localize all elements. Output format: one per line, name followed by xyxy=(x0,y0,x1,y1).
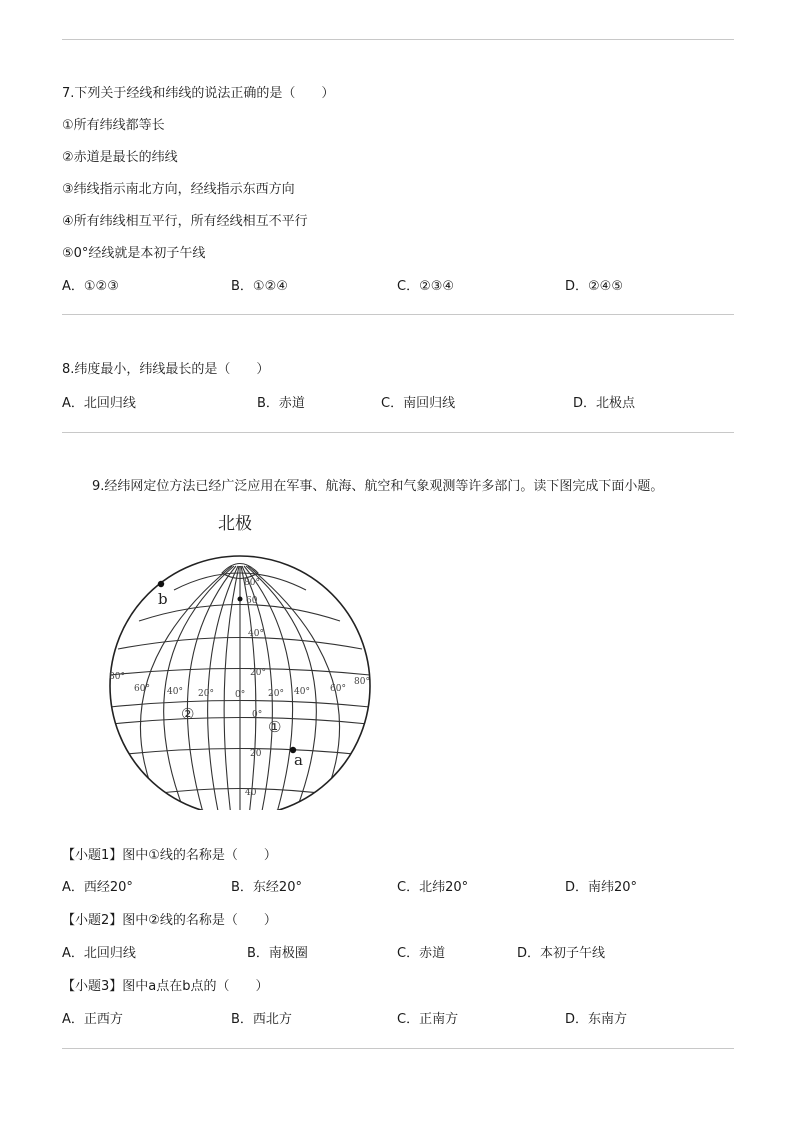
q7-statement-4: ④所有纬线相互平行，所有经线相互不平行 xyxy=(62,214,308,229)
q7-statement-5: ⑤0°经线就是本初子午线 xyxy=(62,246,206,261)
point-a-label: a xyxy=(294,751,303,769)
lon-label-e20: 20° xyxy=(268,689,284,699)
q7-statement-2: ②赤道是最长的纬线 xyxy=(62,150,178,165)
q8-option-b[interactable]: B．赤道 xyxy=(257,396,305,411)
north-pole-label: 北极 xyxy=(218,514,252,534)
q7-statement-3: ③纬线指示南北方向，经线指示东西方向 xyxy=(62,182,295,197)
meridian-m20 xyxy=(224,566,239,810)
q7-option-b[interactable]: B．①②④ xyxy=(231,279,288,294)
lat-label-60: 60 xyxy=(246,596,258,606)
q7-statement-1: ①所有纬线都等长 xyxy=(62,118,165,133)
q9-sub1-stem: 【小题1】图中①线的名称是（ ） xyxy=(62,848,277,863)
lon-label-w60: 60° xyxy=(134,684,150,694)
mark-2-label: ② xyxy=(181,705,195,723)
q9-sub1-option-d[interactable]: D．南纬20° xyxy=(565,880,638,895)
q7-option-a[interactable]: A．①②③ xyxy=(62,279,119,294)
lat-label-40: 40° xyxy=(248,629,264,639)
q9-sub3-option-c[interactable]: C．正南方 xyxy=(397,1012,459,1027)
divider-top xyxy=(62,39,734,40)
q8-option-d[interactable]: D．北极点 xyxy=(573,396,636,411)
q8-stem: 8.纬度最小，纬线最长的是（ ） xyxy=(62,362,270,377)
q9-sub1-option-b[interactable]: B．东经20° xyxy=(231,880,302,895)
lon-label-w80: 80° xyxy=(109,672,125,682)
lon-label-w40: 40° xyxy=(167,687,183,697)
mark-1-label: ① xyxy=(268,718,282,736)
q9-stem: 9.经纬网定位方法已经广泛应用在军事、航海、航空和气象观测等许多部门。读下图完成下面小题。 xyxy=(92,479,664,494)
q8-option-c[interactable]: C．南回归线 xyxy=(381,396,456,411)
lon-label-0: 0° xyxy=(235,690,246,700)
point-60n-marker xyxy=(238,597,243,602)
lon-label-e60: 60° xyxy=(330,684,346,694)
q9-sub2-option-d[interactable]: D．本初子午线 xyxy=(517,946,606,961)
q9-sub2-stem: 【小题2】图中②线的名称是（ ） xyxy=(62,913,277,928)
divider-q7-q8 xyxy=(62,314,734,315)
q9-sub3-option-a[interactable]: A．正西方 xyxy=(62,1012,123,1027)
divider-bottom xyxy=(62,1048,734,1049)
divider-q8-q9 xyxy=(62,432,734,433)
q9-sub3-stem: 【小题3】图中a点在b点的（ ） xyxy=(62,979,269,994)
q9-sub1-option-c[interactable]: C．北纬20° xyxy=(397,880,469,895)
point-b-label: b xyxy=(158,590,168,608)
lat-label-20: 20° xyxy=(250,668,266,678)
q7-option-c[interactable]: C．②③④ xyxy=(397,279,455,294)
q9-sub2-option-c[interactable]: C．赤道 xyxy=(397,946,446,961)
q7-stem: 7.下列关于经线和纬线的说法正确的是（ ） xyxy=(62,86,335,101)
lon-label-e40: 40° xyxy=(294,687,310,697)
lon-label-w20: 20° xyxy=(198,689,214,699)
globe-graticule-figure xyxy=(104,510,380,810)
q9-sub2-option-a[interactable]: A．北回归线 xyxy=(62,946,136,961)
lat-label-80: 80° xyxy=(244,578,260,588)
q9-sub3-option-b[interactable]: B．西北方 xyxy=(231,1012,292,1027)
lon-label-e80: 80° xyxy=(354,677,370,687)
q8-option-a[interactable]: A．北回归线 xyxy=(62,396,136,411)
lat-label-20s: 20 xyxy=(250,749,262,759)
q9-sub2-option-b[interactable]: B．南极圈 xyxy=(247,946,308,961)
q7-option-d[interactable]: D．②④⑤ xyxy=(565,279,623,294)
q9-sub3-option-d[interactable]: D．东南方 xyxy=(565,1012,628,1027)
lat-label-0: 0° xyxy=(252,710,263,720)
meridian-far-left xyxy=(140,566,232,810)
point-b-marker xyxy=(158,581,164,587)
lat-label-40s: 40 xyxy=(245,788,257,798)
q9-sub1-option-a[interactable]: A．西经20° xyxy=(62,880,133,895)
